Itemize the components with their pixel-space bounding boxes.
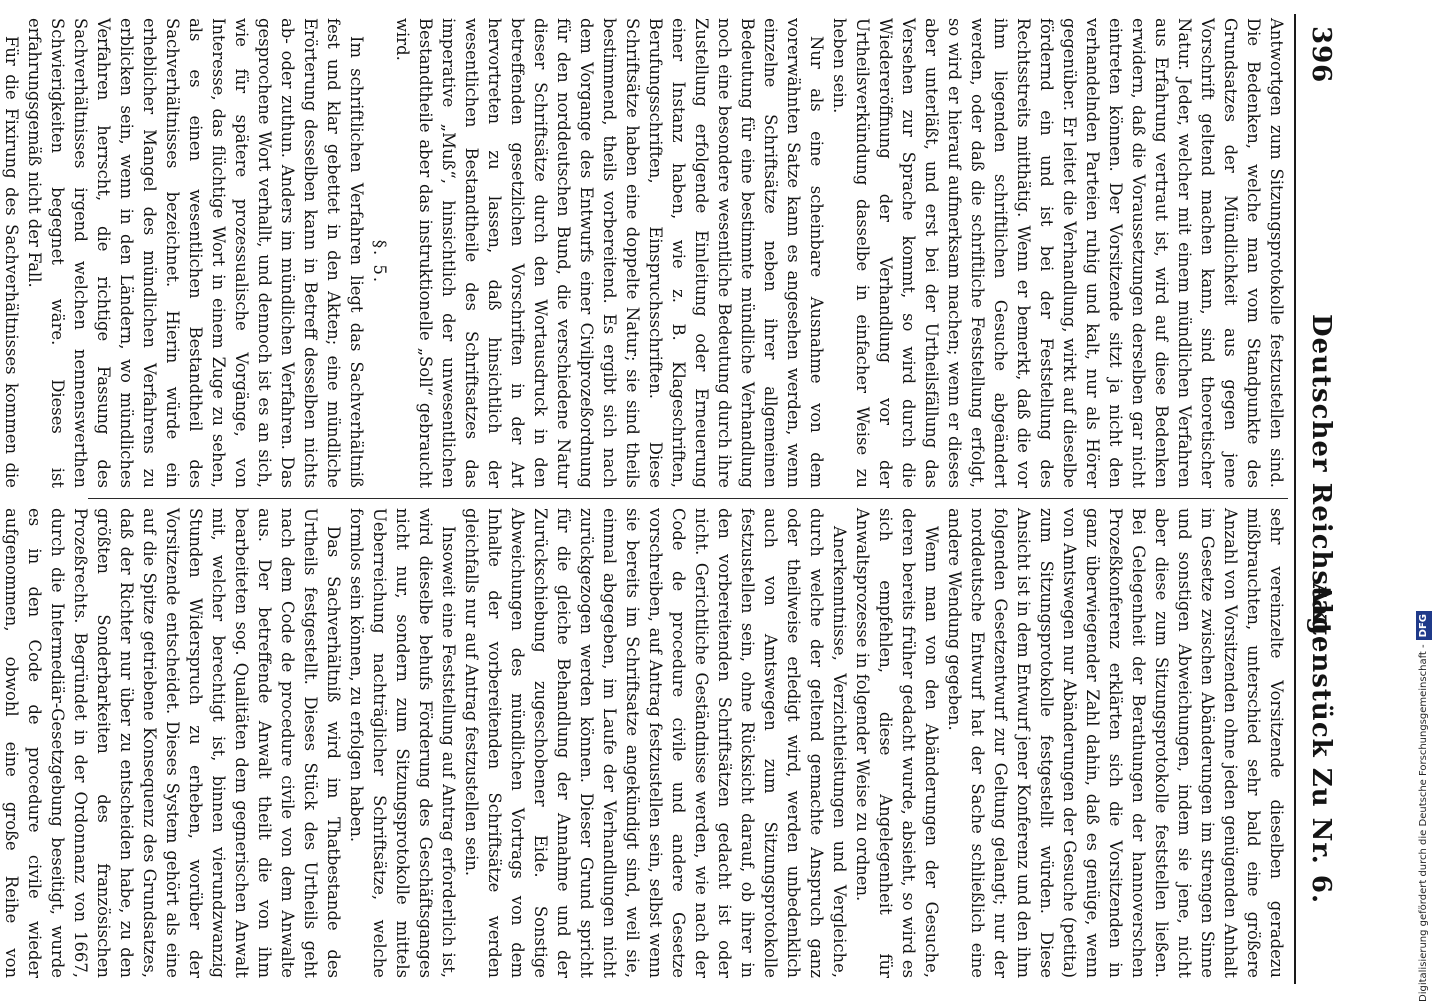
paragraph: Das Sachverhältniß wird im Thatbestande des Urtheils festgestellt. Dieses Stück des Urtheils geht nach dem Code de procedure civile von dem Anwalte aus. Der betreffende Anwalt theilt die von ihm bearbeiteten sog. Qualitäten dem gegnerischen Anwalt mit, welcher berechtigt ist, binnen vierundzwanzig Stunden Widerspruch zu erheben, worüber der Vorsitzende entscheidet. Dieses System gehört als eine auf die Spitze getriebene Konsequenz des Grundsatzes, daß der Richter nur über zu entscheiden habe, zu den größten Sonderbarkeiten des französischen Prozeßrechts. Begründet in der Ordonnanz von 1667, durch die Intermediär-Gesetzgebung beseitigt, wurde es in den Code de procedure civile wieder aufgenommen, obwohl eine große Reihe von <box>2 508 343 978</box>
credit-text: Digitalisierung gefördert durch die Deutsche Forschungsgemeinschaft - <box>1418 644 1429 1002</box>
paragraph: Anerkenntnisse, Verzichtleistungen und Vergleiche, durch welche der geltend gemachte Anspruch ganz oder theilweise erledigt wird, werden unbedenklich auch von Amtswegen zum Sitzungsprotokolle festzustellen sein, ohne Rücksicht darauf, ob ihrer in den vorbereitenden Schriftsätzen gedacht ist oder nicht. Gerichtliche Geständnisse werden, wie nach der Code de procedure civile und andere Gesetze vorschreiben, auf Antrag festzustellen sein, selbst wenn sie bereits im Schriftsatze angekündigt sind, weil sie, einmal abgegeben, im Laufe der Verhandlungen nicht zurückgezogen werden können. Dieser Grund spricht für die gleiche Behandlung der Annahme und der Zurückschiebung zugeschobener Eide. Sonstige Abweichungen des mündlichen Vortrags von dem Inhalte der vorbereitenden Schriftsätze werden gleichfalls nur auf Antrag festzustellen sein. <box>462 508 849 978</box>
paragraph: Antwortgen zum Sitzungsprotokolle festzustellen sind. Die Bedenken, welche man vom Standpunkte des Grundsatzes der Mündlichkeit aus gegen jene Vorschrift geltend machen kann, sind theoretischer Natur. Jeder, welcher mit einem mündlichen Verfahren aus Erfahrung vertraut ist, wird auf diese Bedenken erwidern, daß die Voraussetzungen derselben gar nicht eintreten können. Der Vorsitzende sitzt ja nicht den verhandelnden Parteien ruhig und kalt, nur als Hörer gegenüber. Er leitet die Verhandlung, wirkt auf dieselbe fördernd ein und ist bei der Feststellung des Rechtsstreits mitthätig. Wenn er bemerkt, daß die vor ihm liegenden schriftlichen Gesuche abgeändert werden, oder daß die schriftliche Feststellung erfolgt, so wird er hierauf aufmerksam machen; wenn er dieses aber unterläßt, und erst bei der Urtheilsfällung das Versehen zur Sprache kommt, so wird durch die Wiedereröffnung der Verhandlung vor der Urtheilsverkündung dasselbe in einfacher Weise zu heben sein. <box>830 18 1286 488</box>
text-columns <box>2 14 1288 984</box>
paragraph: Im schriftlichen Verfahren liegt das Sachverhältniß fest und klar gebettet in den Akten; eine mündliche Erörterung desselben kann in Betreff desselben nichts ab- oder zuthun. Anders im mündlichen Verfahren. Das gesprochene Wort verhallt, und dennoch ist es an sich, wie für spätere prozessualische Vorgänge, von Interesse, das flüchtige Wort in einem Zuge zu sehen, als es einen wesentlichen Bestandtheil des Sachverhältnisses bezeichnet. Hierin würde ein erheblicher Mangel des mündlichen Verfahrens zu erblicken sein, wenn in den Ländern, wo mündliches Verfahren herrscht, die richtige Fassung des Sachverhältnisses irgend welchen nennenswerthen Schwierigkeiten begegnet wäre. Dieses ist erfahrungsgemäß nicht der Fall. <box>25 18 366 488</box>
right-column <box>2 508 1288 978</box>
document-reference: Aktenstück Zu Nr. 6. <box>1306 582 1336 904</box>
dfg-logo: DFG <box>1416 611 1432 640</box>
column-divider <box>88 498 1288 499</box>
left-column <box>2 18 1288 488</box>
page-header <box>1294 14 1340 984</box>
paragraph: Für die Fixirung des Sachverhältnisses kommen die <box>2 36 21 488</box>
section-heading: §. 5. <box>370 239 389 285</box>
paragraph: Nur als eine scheinbare Ausnahme von dem vorerwähnten Satze kann es angesehen werden, wenn einzelne Schriftsätze neben ihrer allgemeinen Bedeutung für eine bestimmte mündliche Verhandlung noch eine besondere wesentliche Bedeutung durch ihre Zustellung erfolgende Einleitung oder Erneuerung einer Instanz haben, wie z. B. Klageschriften, Berufungsschriften, Einspruchsschriften. Diese Schriftsätze haben eine doppelte Natur; sie sind theils bestimmend, theils vorbereitend. Es ergibt sich nach dem Vorgange des Entwurfs einer Civilprozeßordnung für den norddeutschen Bund, die verschiedene Natur dieser Schriftsätze durch den Wortausdruck in den betreffenden gesetzlichen Vorschriften in der Art hervortreten zu lassen, daß hinsichtlich der wesentlichen Bestandtheile des Schriftsatzes das imperative „Muß“, hinsichtlich der unwesentlichen Bestandtheile aber das instruktionelle „Soll“ gebraucht wird. <box>393 18 826 488</box>
paragraph: sehr vereinzelte Vorsitzende dieselben geradezu mißbrauchten, unterschied sehr bald eine größere Anzahl von Vorsitzenden ohne jeden genügenden Anhalt im Gesetze zwischen Abänderungen im strengen Sinne und sonstigen Abweichungen, indem sie jene, nicht aber diese zum Sitzungsprotokolle feststellen ließen. Bei Gelegenheit der Berathungen der hannoverschen Prozeßkonferenz erklärten sich die Vorsitzenden in ganz überwiegender Zahl dahin, daß es genüge, wenn von Amtswegen nur Abänderungen der Gesuche (petita) zum Sitzungsprotokolle festgestellt würden. Diese Ansicht ist in dem Entwurf jener Konferenz und den ihm folgenden Gesetzentwurf zur Geltung gelangt; nur der norddeutsche Entwurf hat der Sache schließlich eine andere Wendung gegeben. <box>945 508 1286 978</box>
page-number: 396 <box>1306 26 1336 84</box>
digitization-credit <box>1416 32 1432 1002</box>
publication-title: Deutscher Reichstag. <box>1306 314 1336 647</box>
paragraph: Insoweit eine Feststellung auf Antrag erforderlich ist, wird dieselbe behufs Förderung des Geschäftsganges nicht nur, sondern zum Sitzungsprotokolle mittels Ueberreichung nachträglicher Schriftsätze, welche formlos sein können, zu erfolgen haben. <box>347 508 458 978</box>
paragraph: Wenn man von den Abänderungen der Gesuche, deren bereits früher gedacht wurde, absieht, so wird es sich empfehlen, diese Angelegenheit für Anwaltsprozesse in folgender Weise zu ordnen. <box>853 508 941 978</box>
rotated-page-content <box>2 14 1340 984</box>
